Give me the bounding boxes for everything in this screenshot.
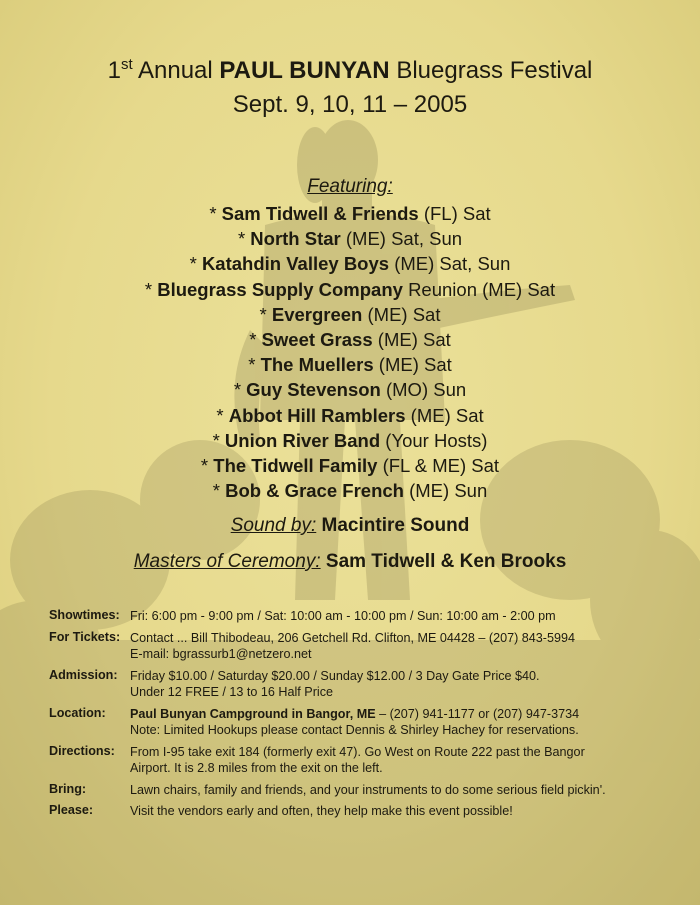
info-label: For Tickets: — [49, 629, 121, 644]
lineup-item: * Sweet Grass (ME) Sat — [249, 328, 451, 350]
info-showtimes — [49, 608, 669, 625]
location-phones: – (207) 941-1177 or (207) 947-3734 — [375, 706, 580, 721]
info-label: Admission: — [49, 667, 118, 682]
location-place: Paul Bunyan Campground in Bangor, ME — [130, 706, 376, 721]
title-annual: Annual — [137, 57, 213, 84]
mc-value: Sam Tidwell & Ken Brooks — [325, 551, 567, 572]
lineup-item: * The Tidwell Family (FL & ME) Sat — [200, 454, 500, 476]
title-festival-type: Bluegrass Festival — [396, 57, 593, 84]
info-text: Airport. It is 2.8 miles from the exit on the left. — [130, 761, 383, 775]
lineup-item: * Bob & Grace French (ME) Sun — [212, 480, 488, 502]
info-directions — [49, 744, 669, 777]
info-text: From I-95 take exit 184 (formerly exit 47). Go West on Route 222 past the Bangor — [130, 744, 585, 759]
sound-value: Macintire Sound — [321, 515, 470, 536]
sound-label: Sound by: — [230, 515, 317, 536]
info-text: Under 12 FREE / 13 to 16 Half Price — [130, 685, 333, 699]
mc-label: Masters of Ceremony: — [133, 551, 321, 572]
info-label: Please: — [49, 803, 94, 817]
info-label: Location: — [49, 705, 106, 720]
lineup-item: * Guy Stevenson (MO) Sun — [233, 379, 467, 401]
info-text: Fri: 6:00 pm - 9:00 pm / Sat: 10:00 am - 10:00 pm / Sun: 10:00 am - 2:00 pm — [130, 609, 556, 623]
sound-credit — [0, 515, 700, 537]
info-bring — [49, 782, 669, 799]
info-text: Contact ... Bill Thibodeau, 206 Getchell Rd. Clifton, ME 04428 – (207) 843-5994 — [130, 630, 576, 645]
lineup-item: * Bluegrass Supply Company Reunion (ME) Sat — [144, 278, 556, 300]
info-please — [49, 803, 669, 820]
mc-credit — [0, 551, 700, 573]
lineup-list — [0, 201, 700, 503]
title-ordinal-suffix: st — [120, 56, 133, 73]
info-email[interactable]: E-mail: bgrassurb1@netzero.net — [130, 647, 312, 661]
info-label: Showtimes: — [49, 608, 120, 622]
festival-title — [0, 56, 700, 85]
festival-dates: Sept. 9, 10, 11 – 2005 — [232, 91, 468, 118]
lineup-item: * Union River Band (Your Hosts) — [212, 429, 488, 451]
featuring-heading: Featuring: — [307, 176, 393, 197]
info-location — [49, 706, 669, 739]
info-text: Friday $10.00 / Saturday $20.00 / Sunday $12.00 / 3 Day Gate Price $40. — [130, 668, 540, 683]
title-ordinal: 1 — [107, 57, 121, 84]
lineup-item: * Katahdin Valley Boys (ME) Sat, Sun — [189, 253, 511, 275]
lineup-item: * The Muellers (ME) Sat — [248, 354, 452, 376]
info-tickets — [49, 630, 669, 663]
info-text: Visit the vendors early and often, they help make this event possible! — [130, 804, 513, 818]
title-festival-name: PAUL BUNYAN — [219, 57, 390, 84]
event-info — [49, 608, 669, 825]
lineup-item: * Evergreen (ME) Sat — [259, 303, 441, 325]
lineup-item: * Abbot Hill Ramblers (ME) Sat — [216, 404, 484, 426]
info-text: Note: Limited Hookups please contact Dennis & Shirley Hachey for reservations. — [130, 723, 579, 737]
info-label: Bring: — [49, 781, 87, 796]
info-text: Lawn chairs, family and friends, and your instruments to do some serious field pickin'. — [130, 782, 606, 797]
info-admission — [49, 668, 669, 701]
info-label: Directions: — [49, 743, 115, 758]
lineup-item: * North Star (ME) Sat, Sun — [237, 228, 463, 250]
lineup-item: * Sam Tidwell & Friends (FL) Sat — [209, 203, 491, 224]
